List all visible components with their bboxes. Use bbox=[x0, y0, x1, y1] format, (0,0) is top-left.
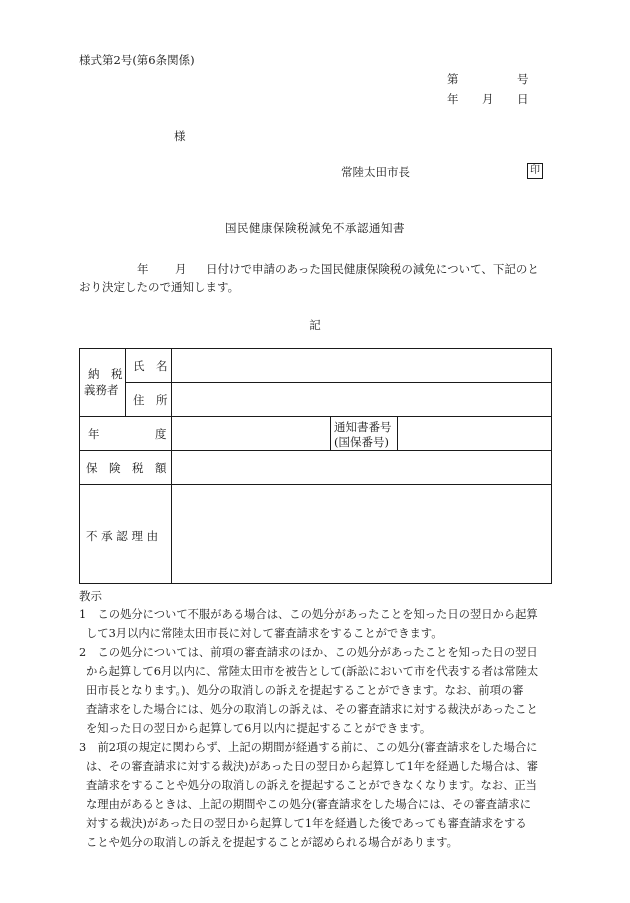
col-divider-notice-left bbox=[330, 416, 331, 450]
date-day: 日 bbox=[517, 92, 529, 106]
seal-stamp: 印 bbox=[527, 163, 543, 179]
row-divider-taxpayer bbox=[80, 416, 552, 417]
intro-line-1 bbox=[79, 261, 559, 277]
number-suffix: 号 bbox=[517, 72, 529, 86]
tax-amount-label: 保 険 税 額 bbox=[86, 461, 167, 475]
ki-heading: 記 bbox=[309, 318, 321, 332]
notes-line: は、その審査請求に対する裁決)があった日の翌日から起算して1年を経過した場合は、審 bbox=[86, 760, 539, 773]
notes-line: 2 この処分については、前項の審査請求のほか、この処分があったことを知った日の翌日 bbox=[79, 646, 538, 659]
notes-heading: 教示 bbox=[79, 589, 102, 603]
addressee-suffix: 様 bbox=[174, 129, 186, 143]
intro-month: 月 bbox=[175, 262, 187, 276]
fiscal-year-label-2: 度 bbox=[155, 427, 167, 441]
notes-line: して3月以内に常陸太田市長に対して審査請求をすることができます。 bbox=[86, 627, 443, 640]
intro-rest: 日付けで申請のあった国民健康保険税の減免について、下記のと bbox=[206, 262, 539, 276]
issuer: 常陸太田市長 bbox=[341, 165, 410, 179]
notes-line: 対する裁決)があった日の翌日から起算して1年を経過した後であっても審査請求をする bbox=[86, 817, 527, 830]
row-divider-name bbox=[125, 382, 552, 383]
notes-line: を知った日の翌日から起算して6月以内に提起することができます。 bbox=[86, 722, 432, 735]
notes-line: な理由があるときは、上記の期間やこの処分(審査請求をした場合には、その審査請求に bbox=[86, 798, 531, 811]
row-divider-year bbox=[80, 450, 552, 451]
col-divider-taxpayer bbox=[125, 349, 126, 416]
document-title: 国民健康保険税減免不承認通知書 bbox=[225, 221, 405, 235]
notes-line: 査請求をすることや処分の取消しの訴えを提起することができなくなります。なお、正当 bbox=[86, 779, 537, 792]
col-divider-notice-right bbox=[397, 416, 398, 450]
address-label: 住 所 bbox=[133, 393, 168, 407]
notes-line: ことや処分の取消しの訴えを提起することが認められる場合があります。 bbox=[86, 836, 458, 849]
notes-line: 田市長となります。)、処分の取消しの訴えを提起することができます。なお、前項の審 bbox=[86, 684, 524, 697]
number-prefix: 第 bbox=[447, 72, 459, 86]
fiscal-year-label-1: 年 bbox=[88, 427, 100, 441]
date-month: 月 bbox=[482, 92, 494, 106]
date-year: 年 bbox=[447, 92, 459, 106]
notice-number-label-line1: 通知書番号 bbox=[334, 420, 392, 434]
row-divider-amount bbox=[80, 484, 552, 485]
rejection-reason-label: 不 承 認 理 由 bbox=[86, 529, 159, 543]
taxpayer-label-line1: 納 税 bbox=[88, 367, 123, 381]
taxpayer-label-line2: 義務者 bbox=[84, 383, 119, 397]
details-table bbox=[79, 348, 552, 584]
notes-line: 3 前2項の規定に関わらず、上記の期間が経過する前に、この処分(審査請求をした場合に bbox=[79, 741, 538, 754]
intro-year: 年 bbox=[137, 262, 149, 276]
form-id: 様式第2号(第6条関係) bbox=[79, 53, 195, 67]
col-divider-label bbox=[171, 349, 172, 584]
intro-line-2: おり決定したので通知します。 bbox=[79, 280, 240, 294]
notes-line: 1 この処分について不服がある場合は、この処分があったことを知った日の翌日から起算 bbox=[79, 608, 538, 621]
name-label: 氏 名 bbox=[133, 359, 168, 373]
notes-line: 査請求をした場合には、処分の取消しの訴えは、その審査請求に対する裁決があったこと bbox=[86, 703, 538, 716]
notice-number-label-line2: (国保番号) bbox=[334, 435, 389, 449]
notes-line: から起算して6月以内に、常陸太田市を被告として(訴訟において市を代表する者は常陸太 bbox=[86, 665, 539, 678]
